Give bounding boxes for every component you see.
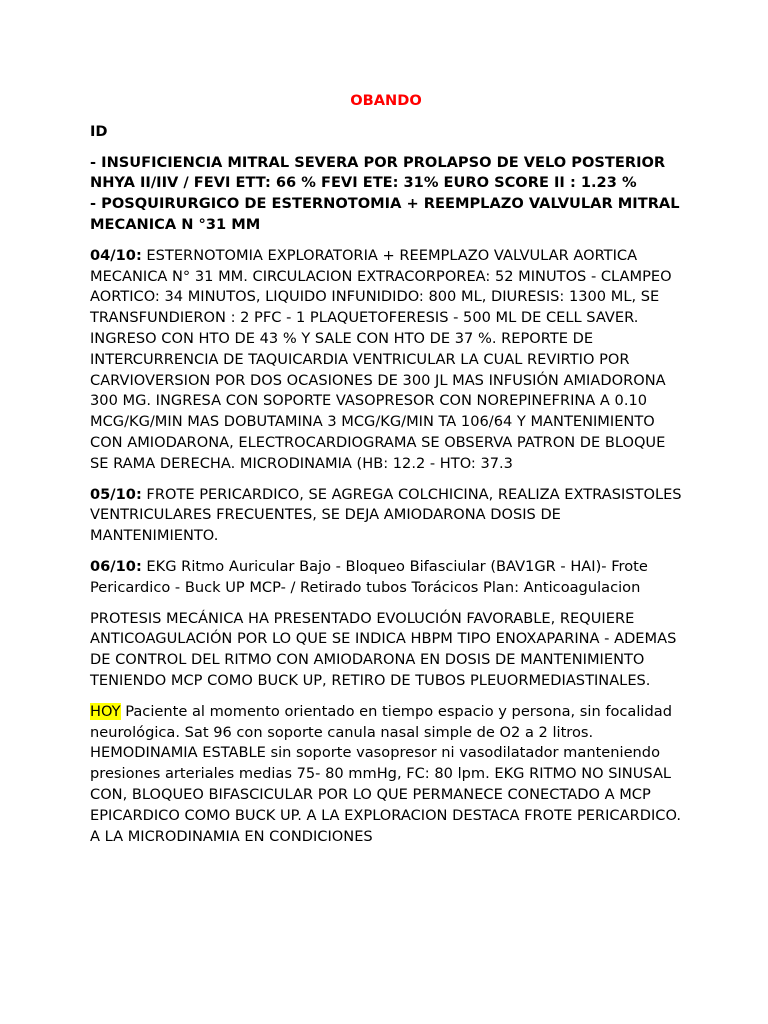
diagnosis-item: - POSQUIRURGICO DE ESTERNOTOMIA + REEMPLAZO VALVULAR MITRAL MECANICA N °31 MM	[90, 195, 680, 233]
entry-0510	[90, 485, 682, 547]
hoy-paragraph	[90, 702, 682, 848]
entry-text: FROTE PERICARDICO, SE AGREGA COLCHICINA, REALIZA EXTRASISTOLES VENTRICULARES FRECUENTES, SE DEJA AMIODARONA DOSIS DE MANTENIMIENTO.	[90, 485, 682, 545]
entry-text: EKG Ritmo Auricular Bajo - Bloqueo Bifasciular (BAV1GR - HAI)- Frote Pericardico - Buck UP MCP- / Retirado tubos Torácicos Plan: Anticoagulacion	[90, 557, 648, 596]
entry-date: 05/10:	[90, 485, 142, 503]
entry-text: ESTERNOTOMIA EXPLORATORIA + REEMPLAZO VALVULAR AORTICA MECANICA N° 31 MM. CIRCULACION EXTRACORPOREA: 52 MINUTOS - CLAMPEO AORTICO: 34 MINUTOS, LIQUIDO INFUNIDIDO: 800 ML, DIURESIS: 1300 ML, SE TRANSFUNDIERON : 2 PFC - 1 PLAQUETOFERESIS - 500 ML DE CELL SAVER. INGRESO CON HTO DE 43 % Y SALE CON HTO DE 37 %. REPORTE DE INTERCURRENCIA DE TAQUICARDIA VENTRICULAR LA CUAL REVIRTIO POR CARVIOVERSION POR DOS OCASIONES DE 300 JL MAS INFUSIÓN AMIADORONA 300 MG. INGRESA CON SOPORTE VASOPRESOR CON NOREPINEFRINA A 0.10 MCG/KG/MIN MAS DOBUTAMINA 3 MCG/KG/MIN TA 106/64 Y MANTENIMIENTO CON AMIODARONA, ELECTROCARDIOGRAMA SE OBSERVA PATRON DE BLOQUE SE RAMA DERECHA. MICRODINAMIA (HB: 12.2 - HTO: 37.3	[90, 246, 672, 472]
entry-date: 04/10:	[90, 246, 142, 264]
patient-name-title: OBANDO	[350, 92, 422, 109]
entry-0610	[90, 557, 682, 599]
protesis-paragraph: PROTESIS MECÁNICA HA PRESENTADO EVOLUCIÓN FAVORABLE, REQUIERE ANTICOAGULACIÓN POR LO QUE SE INDICA HBPM TIPO ENOXAPARINA - ADEMAS DE CONTROL DEL RITMO CON AMIODARONA EN DOSIS DE MANTENIMIENTO TENIENDO MCP COMO BUCK UP, RETIRO DE TUBOS PLEUORMEDIASTINALES.	[90, 609, 677, 689]
document-page	[90, 91, 682, 857]
entry-date: 06/10:	[90, 557, 142, 575]
entry-0410	[90, 246, 682, 475]
hoy-highlight-label: HOY	[90, 702, 121, 720]
hoy-text: Paciente al momento orientado en tiempo espacio y persona, sin focalidad neurológica. Sat 96 con soporte canula nasal simple de O2 a 2 litros. HEMODINAMIA ESTABLE sin soporte vasopresor ni vasodilatador manteniendo presiones arteriales medias 75- 80 mmHg, FC: 80 lpm. EKG RITMO NO SINUSAL CON, BLOQUEO BIFASCICULAR POR LO QUE PERMANECE CONECTADO A MCP EPICARDICO COMO BUCK UP. A LA EXPLORACION DESTACA FROTE PERICARDICO. A LA MICRODINAMIA EN CONDICIONES	[90, 702, 681, 845]
diagnosis-block	[90, 153, 682, 236]
diagnosis-item: - INSUFICIENCIA MITRAL SEVERA POR PROLAPSO DE VELO POSTERIOR NHYA II/IIV / FEVI ETT: 66 % FEVI ETE: 31% EURO SCORE II : 1.23 %	[90, 153, 666, 192]
id-heading: ID	[90, 122, 108, 140]
